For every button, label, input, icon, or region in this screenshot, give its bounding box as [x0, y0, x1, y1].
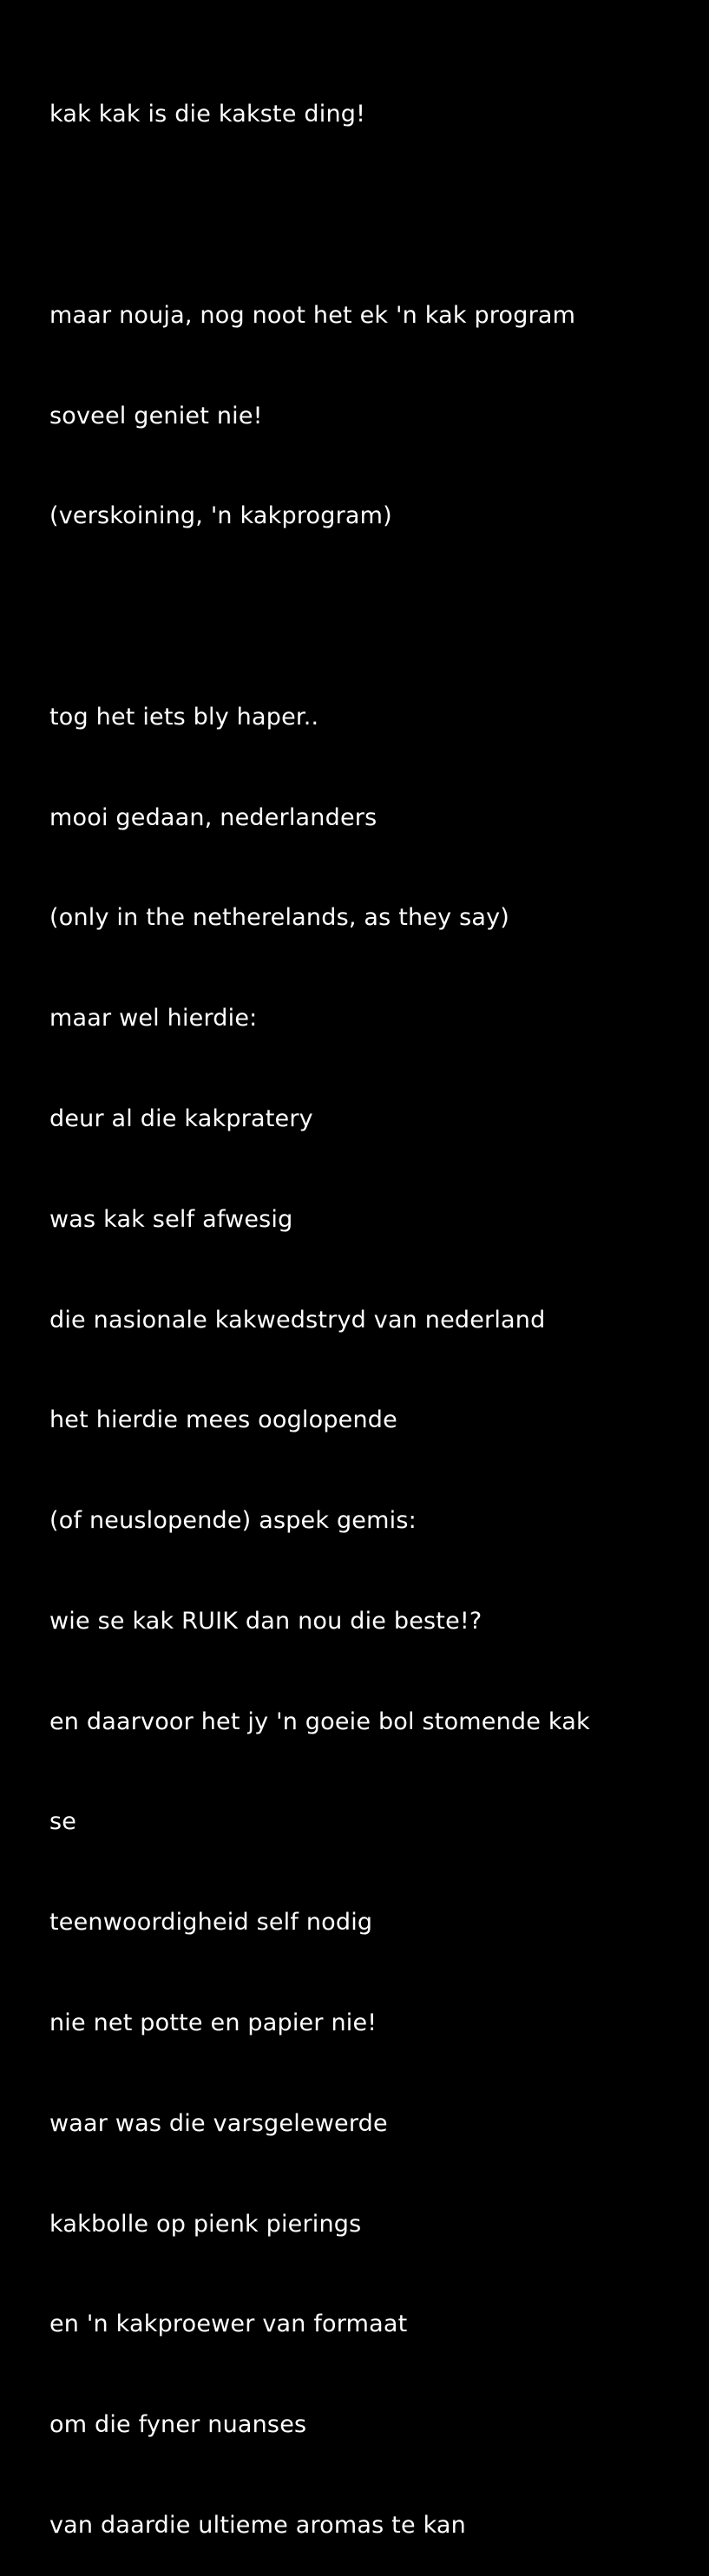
poem-line: tog het iets bly haper..	[49, 703, 319, 731]
poem-line: om die fyner nuanses	[49, 2411, 307, 2439]
poem-line: kakbolle op pienk pierings	[49, 2210, 362, 2238]
poem-line: die nasionale kakwedstryd van nederland	[49, 1306, 546, 1334]
blank-line	[49, 199, 692, 233]
poem-line: waar was die varsgelewerde	[49, 2109, 388, 2137]
poem-line: (only in the netherelands, as they say)	[49, 904, 509, 932]
poem-line: kak kak is die kakste ding!	[49, 101, 366, 128]
poem-line: nie net potte en papier nie!	[49, 2009, 377, 2037]
poem-line: was kak self afwesig	[49, 1205, 293, 1233]
poem-text	[49, 31, 692, 2576]
poem-line: en 'n kakproewer van formaat	[49, 2311, 408, 2338]
poem-line: (verskoining, 'n kakprogram)	[49, 502, 392, 530]
poem-line: maar wel hierdie:	[49, 1005, 258, 1032]
poem-line: van daardie ultieme aromas te kan	[49, 2511, 466, 2539]
poem-line: het hierdie mees ooglopende	[49, 1406, 397, 1434]
poem-line: wie se kak RUIK dan nou die beste!?	[49, 1607, 483, 1635]
poem-line: se	[49, 1808, 77, 1836]
poem-line: soveel geniet nie!	[49, 402, 263, 429]
poem-line: en daarvoor het jy 'n goeie bol stomende kak	[49, 1708, 590, 1735]
poem-line: (of neuslopende) aspek gemis:	[49, 1507, 417, 1535]
poem-line: maar nouja, nog noot het ek 'n kak program	[49, 301, 576, 329]
blank-line	[49, 600, 692, 634]
poem-line: teenwoordigheid self nodig	[49, 1909, 373, 1937]
poem-line: deur al die kakpratery	[49, 1105, 313, 1132]
poem-line: mooi gedaan, nederlanders	[49, 803, 377, 831]
